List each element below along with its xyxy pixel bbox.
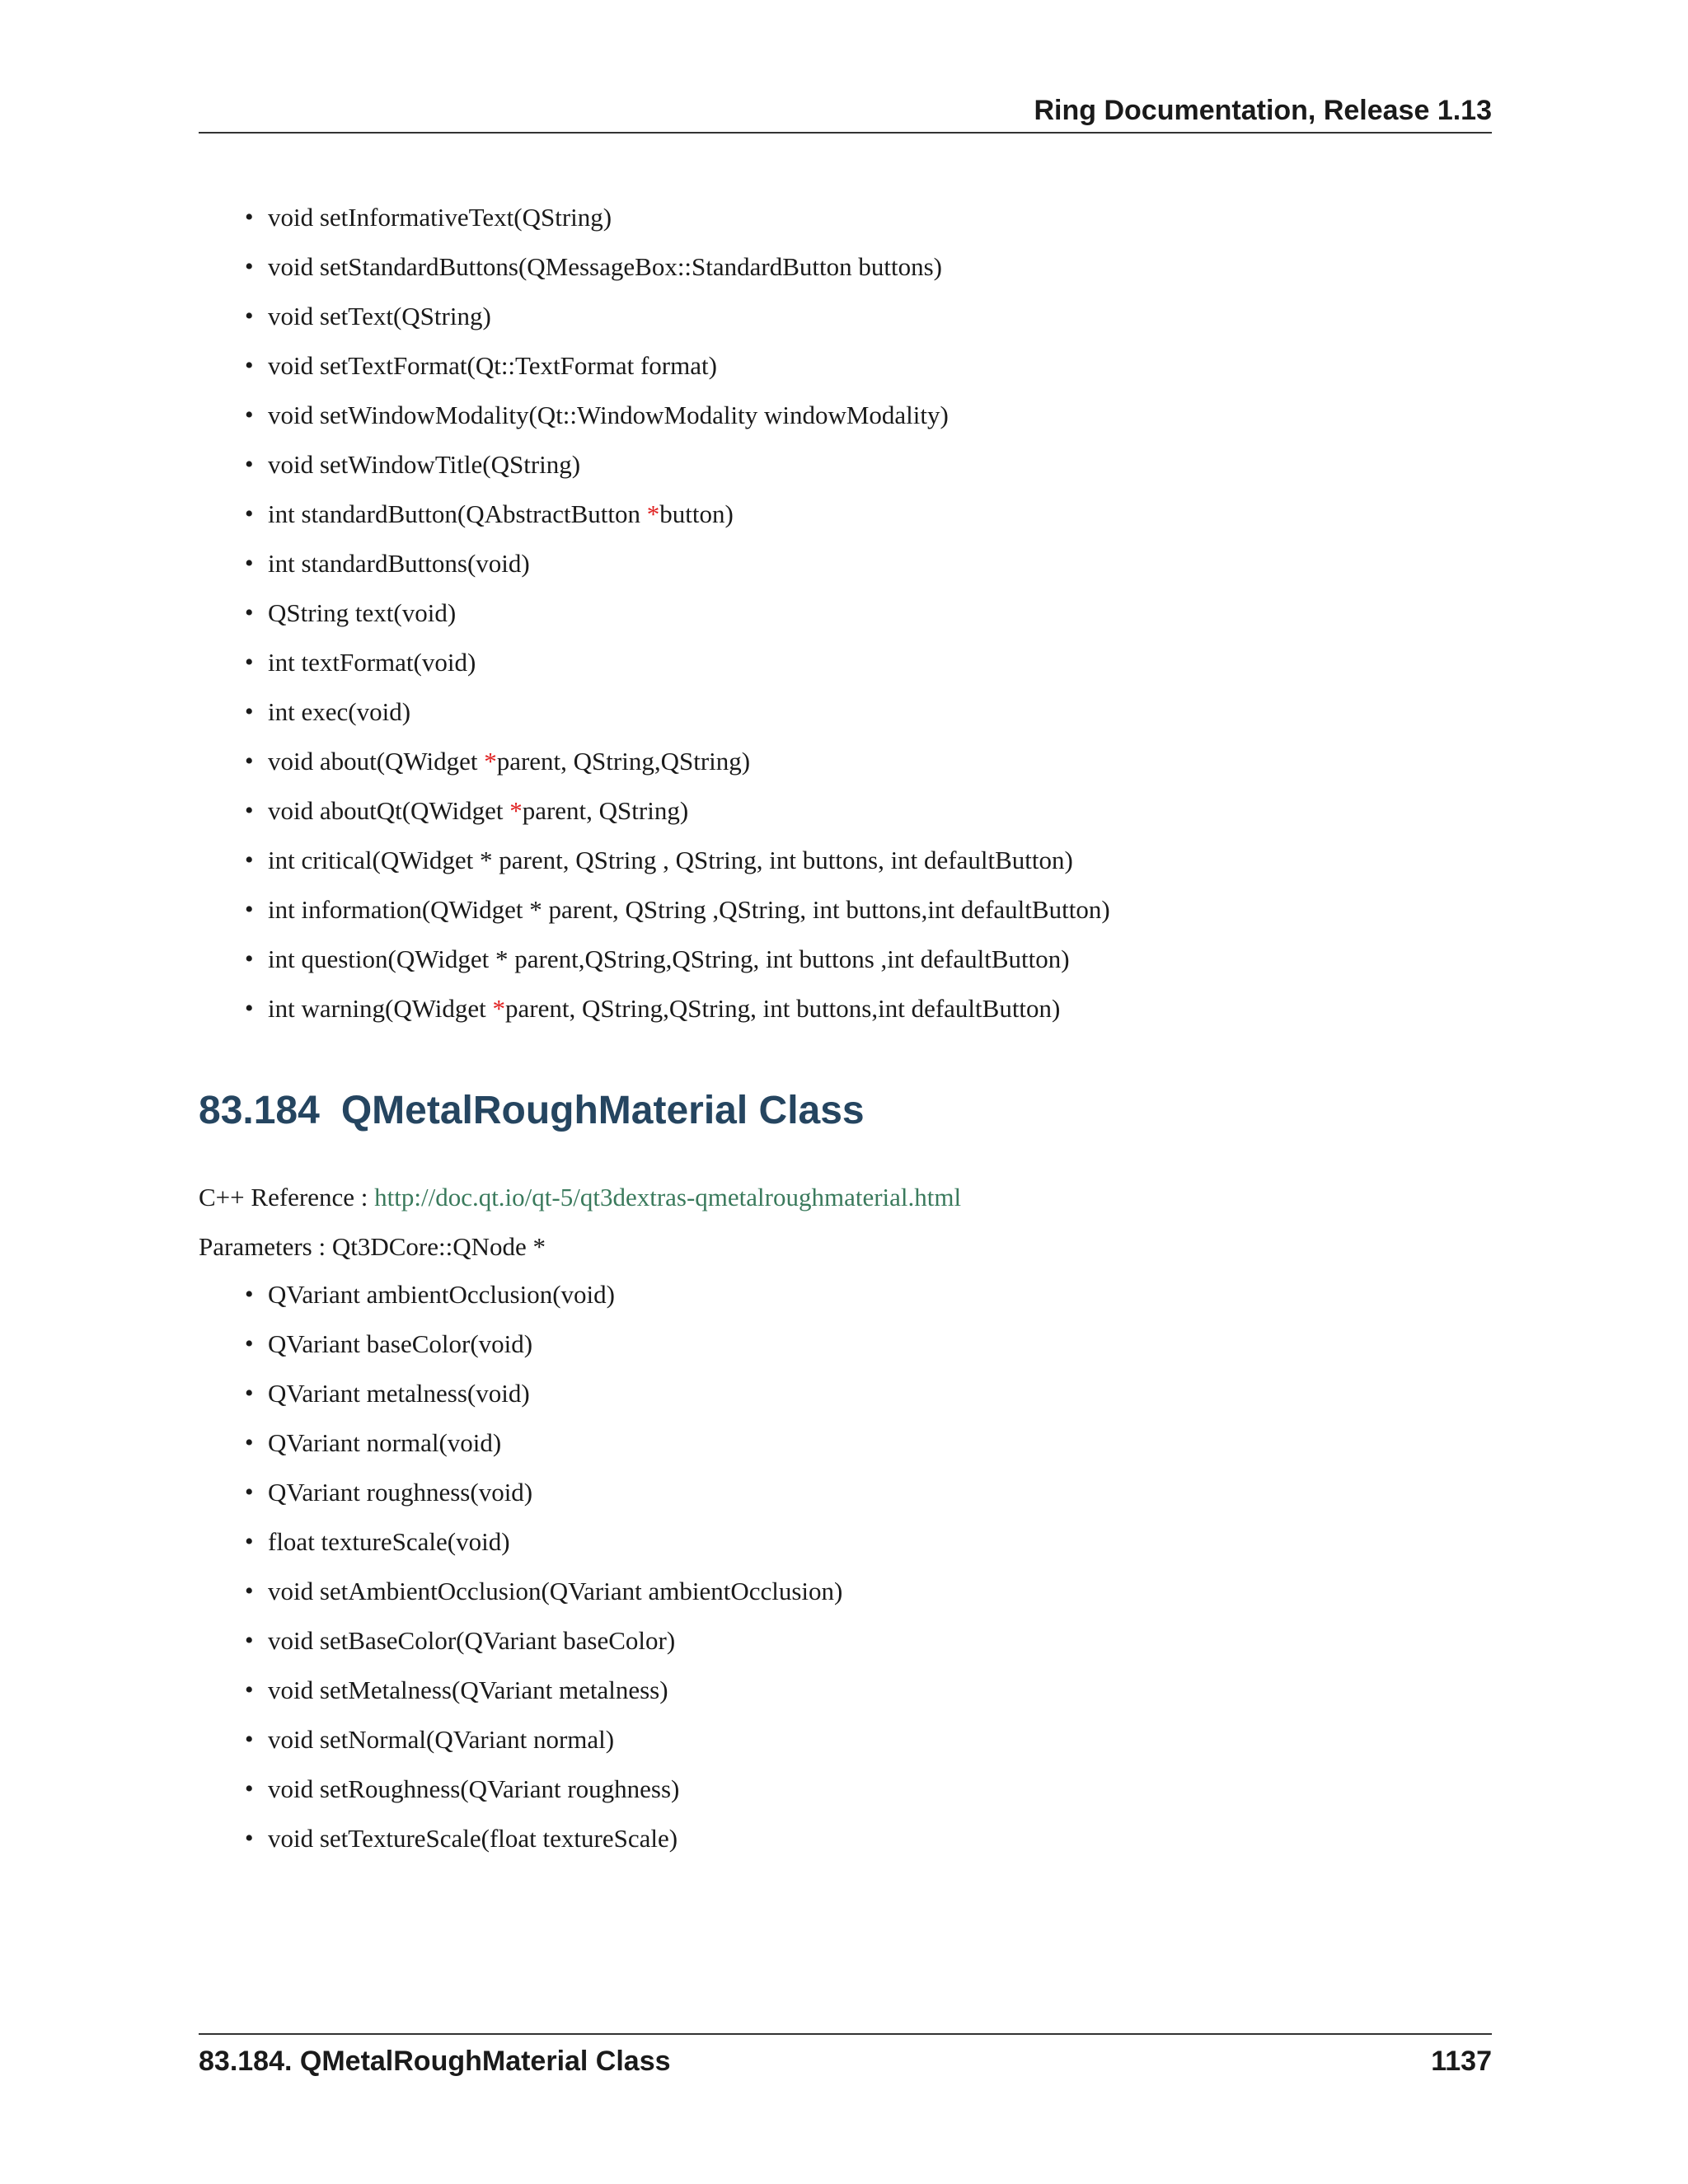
section-heading — [199, 1086, 865, 1136]
method-signature: void setMetalness(QVariant metalness) — [268, 1675, 668, 1704]
bullet-icon: • — [245, 1627, 254, 1654]
method-signature: void aboutQt(QWidget — [268, 796, 510, 825]
pointer-star: * — [492, 994, 506, 1023]
parameters-line: Parameters : Qt3DCore::QNode * — [199, 1232, 546, 1261]
list-item — [199, 1616, 842, 1666]
list-item — [199, 836, 1110, 885]
method-signature: QVariant roughness(void) — [268, 1478, 533, 1507]
method-signature: QVariant ambientOcclusion(void) — [268, 1280, 615, 1309]
list-item — [199, 490, 1110, 539]
bullet-icon: • — [245, 1775, 254, 1802]
method-signature: int critical(QWidget * parent, QString , QString, int buttons, int defaultButton) — [268, 846, 1073, 874]
list-item — [199, 1765, 842, 1814]
list-item — [199, 1418, 842, 1468]
list-item — [199, 440, 1110, 490]
list-item — [199, 588, 1110, 638]
list-item — [199, 1567, 842, 1616]
bullet-icon: • — [245, 1825, 254, 1852]
method-signature: void setStandardButtons(QMessageBox::StandardButton buttons) — [268, 252, 943, 281]
bullet-icon: • — [245, 401, 254, 429]
pointer-star: * — [646, 499, 660, 528]
section-title: QMetalRoughMaterial Class — [340, 1089, 865, 1132]
method-signature: int standardButton(QAbstractButton — [268, 499, 647, 528]
method-signature: void about(QWidget — [268, 747, 485, 776]
bullet-icon: • — [245, 1726, 254, 1753]
bullet-icon: • — [245, 995, 254, 1022]
method-signature: void setText(QString) — [268, 302, 491, 330]
reference-label: C++ Reference : — [199, 1183, 375, 1212]
method-signature: QVariant metalness(void) — [268, 1379, 530, 1408]
method-list-qmetalroughmaterial — [199, 1270, 842, 1863]
list-item — [199, 984, 1110, 1033]
list-item — [199, 687, 1110, 737]
method-signature: int information(QWidget * parent, QString ,QString, int buttons,int defaultButton) — [268, 895, 1110, 924]
bullet-icon: • — [245, 797, 254, 824]
reference-link[interactable]: http://doc.qt.io/qt-5/qt3dextras-qmetalroughmaterial.html — [374, 1183, 962, 1212]
list-item — [199, 1369, 842, 1418]
method-signature: void setWindowTitle(QString) — [268, 450, 581, 479]
bullet-icon: • — [245, 846, 254, 874]
method-signature: void setAmbientOcclusion(QVariant ambientOcclusion) — [268, 1577, 843, 1605]
list-item — [199, 1517, 842, 1567]
list-item — [199, 539, 1110, 588]
cpp-reference-line — [199, 1177, 961, 1218]
page-footer — [199, 2033, 1492, 2084]
list-item — [199, 242, 1110, 292]
bullet-icon: • — [245, 945, 254, 972]
method-signature: void setRoughness(QVariant roughness) — [268, 1774, 680, 1803]
document-title: Ring Documentation, Release 1.13 — [1034, 95, 1492, 126]
bullet-icon: • — [245, 1528, 254, 1555]
bullet-icon: • — [245, 253, 254, 280]
list-item — [199, 341, 1110, 391]
list-item — [199, 885, 1110, 935]
method-signature: void setNormal(QVariant normal) — [268, 1725, 615, 1754]
list-item — [199, 292, 1110, 341]
method-signature: void setWindowModality(Qt::WindowModality windowModality) — [268, 401, 949, 429]
bullet-icon: • — [245, 748, 254, 775]
method-signature: int exec(void) — [268, 697, 411, 726]
pointer-star: * — [484, 747, 497, 776]
bullet-icon: • — [245, 1429, 254, 1456]
section-number: 83.184 — [199, 1089, 320, 1132]
method-signature-rest: button) — [659, 499, 734, 528]
bullet-icon: • — [245, 1676, 254, 1704]
list-item — [199, 1319, 842, 1369]
list-item — [199, 1814, 842, 1863]
list-item — [199, 1468, 842, 1517]
list-item — [199, 193, 1110, 242]
bullet-icon: • — [245, 352, 254, 379]
footer-section-label: 83.184. QMetalRoughMaterial Class — [199, 2046, 671, 2077]
method-signature: void setInformativeText(QString) — [268, 203, 612, 232]
bullet-icon: • — [245, 1281, 254, 1308]
pointer-star: * — [509, 796, 523, 825]
list-item — [199, 786, 1110, 836]
method-list-qmessagebox — [199, 193, 1110, 1033]
bullet-icon: • — [245, 896, 254, 923]
bullet-icon: • — [245, 1380, 254, 1407]
method-signature-rest: parent, QString) — [522, 796, 689, 825]
list-item — [199, 391, 1110, 440]
list-item — [199, 638, 1110, 687]
bullet-icon: • — [245, 599, 254, 626]
method-signature-rest: parent, QString,QString) — [496, 747, 751, 776]
bullet-icon: • — [245, 550, 254, 577]
bullet-icon: • — [245, 1330, 254, 1357]
method-signature: int warning(QWidget — [268, 994, 493, 1023]
method-signature: int question(QWidget * parent,QString,QString, int buttons ,int defaultButton) — [268, 944, 1070, 973]
bullet-icon: • — [245, 698, 254, 725]
method-signature: QVariant normal(void) — [268, 1428, 502, 1457]
list-item — [199, 1715, 842, 1765]
list-item — [199, 737, 1110, 786]
bullet-icon: • — [245, 1577, 254, 1605]
method-signature: int standardButtons(void) — [268, 549, 530, 578]
bullet-icon: • — [245, 1479, 254, 1506]
method-signature: float textureScale(void) — [268, 1527, 510, 1556]
list-item — [199, 1666, 842, 1715]
list-item — [199, 935, 1110, 984]
page-number: 1137 — [1431, 2046, 1492, 2077]
method-signature: void setBaseColor(QVariant baseColor) — [268, 1626, 676, 1655]
method-signature: void setTextFormat(Qt::TextFormat format) — [268, 351, 717, 380]
bullet-icon: • — [245, 451, 254, 478]
method-signature: int textFormat(void) — [268, 648, 476, 677]
list-item — [199, 1270, 842, 1319]
method-signature: QString text(void) — [268, 598, 457, 627]
method-signature-rest: parent, QString,QString, int buttons,int defaultButton) — [505, 994, 1061, 1023]
bullet-icon: • — [245, 500, 254, 527]
bullet-icon: • — [245, 204, 254, 231]
method-signature: void setTextureScale(float textureScale) — [268, 1824, 678, 1853]
bullet-icon: • — [245, 649, 254, 676]
method-signature: QVariant baseColor(void) — [268, 1329, 533, 1358]
bullet-icon: • — [245, 302, 254, 330]
page-header — [199, 91, 1492, 134]
